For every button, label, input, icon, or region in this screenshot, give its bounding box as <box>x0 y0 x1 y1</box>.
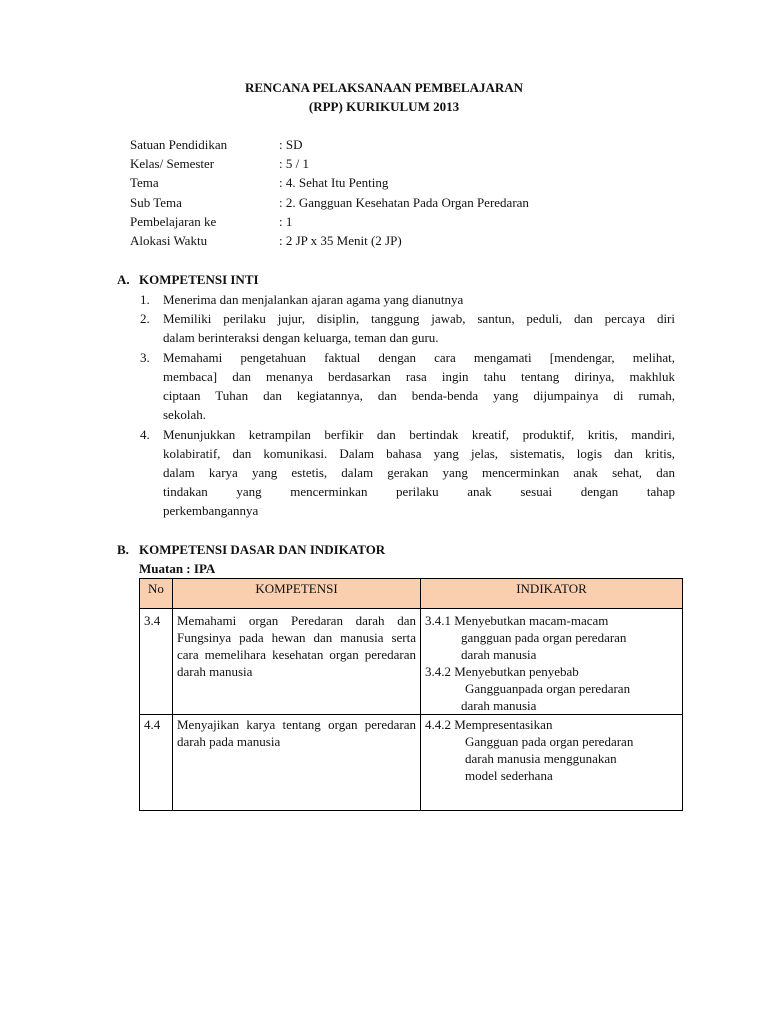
indikator-code: 3.4.1 Menyebutkan macam-macam <box>425 613 609 628</box>
indikator-code: 3.4.2 Menyebutkan penyebab <box>425 664 579 679</box>
identity-label: Kelas/ Semester <box>130 156 215 171</box>
row-kompetensi: Menyajikan karya tentang organ peredaran darah pada manusia <box>173 715 421 811</box>
indikator-line: darah manusia <box>461 698 537 713</box>
indikator-line: Gangguanpada organ peredaran <box>465 681 631 696</box>
list-item-line: membaca] dan menanya berdasarkan rasa ingin tahu tentang dirinya, makhluk <box>163 369 675 384</box>
identity-value: : SD <box>279 137 303 152</box>
muatan-label: Muatan : IPA <box>139 561 216 576</box>
list-item-number: 2. <box>140 311 150 326</box>
list-item-line: kolabiratif, dan komunikasi. Dalam bahasa yang jelas, sistematis, logis dan kritis, <box>163 446 675 461</box>
list-item-number: 3. <box>140 350 150 365</box>
list-item-line: ciptaan Tuhan dan kegiatannya, dan benda-benda yang dijumpainya di rumah, <box>163 388 675 403</box>
identity-value: : 2. Gangguan Kesehatan Pada Organ Peredaran <box>279 195 529 210</box>
table-row <box>140 715 683 811</box>
indikator-code: 4.4.2 Mempresentasikan <box>425 717 553 732</box>
list-item-number: 4. <box>140 427 150 442</box>
section-b-letter: B. <box>117 542 129 557</box>
identity-value: : 4. Sehat Itu Penting <box>279 175 389 190</box>
list-item-line: Memiliki perilaku jujur, disiplin, tanggung jawab, santun, peduli, dan percaya diri <box>163 311 675 326</box>
table-header-indikator: INDIKATOR <box>421 579 683 609</box>
section-a-heading: KOMPETENSI INTI <box>139 272 259 287</box>
row-indikator <box>421 609 683 715</box>
table-header-kompetensi: KOMPETENSI <box>173 579 421 609</box>
table-header-row <box>140 579 683 609</box>
table-header-no: No <box>140 579 173 609</box>
list-item-line: Menerima dan menjalankan ajaran agama yang dianutnya <box>163 292 464 307</box>
list-item-line: Memahami pengetahuan faktual dengan cara mengamati [mendengar, melihat, <box>163 350 675 365</box>
indikator-line: Gangguan pada organ peredaran <box>465 734 634 749</box>
identity-value: : 5 / 1 <box>279 156 309 171</box>
document-title-line1: RENCANA PELAKSANAAN PEMBELAJARAN <box>244 80 524 95</box>
table-row <box>140 609 683 715</box>
row-no: 3.4 <box>140 609 173 715</box>
kompetensi-table <box>139 578 683 811</box>
row-kompetensi: Memahami organ Peredaran darah dan Fungsinya pada hewan dan manusia serta cara memelihara kesehatan organ peredaran darah manusia <box>173 609 421 715</box>
identity-label: Satuan Pendidikan <box>130 137 228 152</box>
indikator-line: darah manusia menggunakan <box>465 751 617 766</box>
document-title-line2: (RPP) KURIKULUM 2013 <box>308 99 460 114</box>
indikator-line: gangguan pada organ peredaran <box>461 630 627 645</box>
list-item-line: Menunjukkan ketrampilan berfikir dan bertindak kreatif, produktif, kritis, mandiri, <box>163 427 675 442</box>
identity-value: : 2 JP x 35 Menit (2 JP) <box>279 233 402 248</box>
identity-label: Sub Tema <box>130 195 182 210</box>
row-indikator <box>421 715 683 811</box>
row-no: 4.4 <box>140 715 173 811</box>
indikator-line: darah manusia <box>461 647 537 662</box>
list-item-line: perkembangannya <box>163 503 259 518</box>
identity-label: Pembelajaran ke <box>130 214 217 229</box>
list-item-line: dalam berinteraksi dengan keluarga, teman dan guru. <box>163 330 439 345</box>
indikator-line: model sederhana <box>465 768 553 783</box>
section-a-letter: A. <box>117 272 130 287</box>
list-item-line: sekolah. <box>163 407 206 422</box>
list-item-line: tindakan yang mencerminkan perilaku anak sesuai dengan tahap <box>163 484 675 499</box>
list-item-number: 1. <box>140 292 150 307</box>
identity-label: Tema <box>130 175 159 190</box>
list-item-line: dalam karya yang estetis, dalam gerakan yang mencerminkan anak sehat, dan <box>163 465 675 480</box>
identity-value: : 1 <box>279 214 293 229</box>
section-b-heading: KOMPETENSI DASAR DAN INDIKATOR <box>139 542 386 557</box>
identity-label: Alokasi Waktu <box>130 233 208 248</box>
